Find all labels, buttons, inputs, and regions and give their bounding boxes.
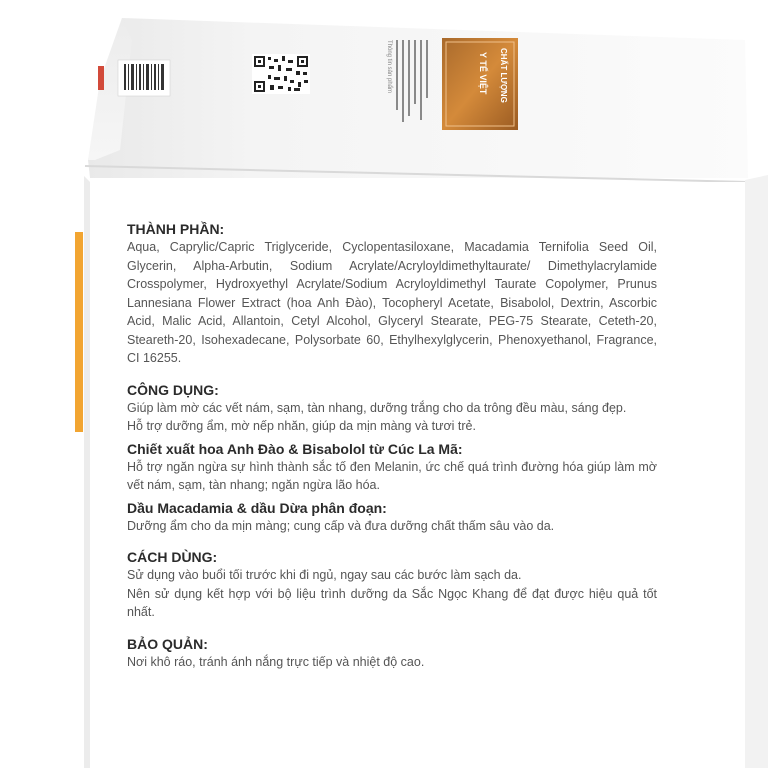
heading-macadamia: Dầu Macadamia & dầu Dừa phân đoạn: <box>127 499 387 516</box>
text-storage: Nơi khô ráo, tránh ánh nắng trực tiếp và nhiệt độ cao. <box>127 654 425 669</box>
side-accent-stripe <box>75 232 83 432</box>
heading-ingredients: THÀNH PHẦN: <box>127 221 225 237</box>
text-macadamia: Dưỡng ẩm cho da mịn màng; cung cấp và đưa dưỡng chất thấm sâu vào da. <box>127 518 555 533</box>
barcode-label <box>118 60 170 96</box>
heading-uses: CÔNG DỤNG: <box>127 381 219 398</box>
text-cherry-extract: Hỗ trợ ngăn ngừa sự hình thành sắc tố đen Melanin, ức chế quá trình đường hóa giúp làm mờ vết nám, sạm, tàn nhang; ngăn ngừa lão hóa. <box>127 459 657 492</box>
text-uses: Giúp làm mờ các vết nám, sạm, tàn nhang, dưỡng trắng cho da trông đều màu, sáng đẹp. <box>127 400 627 415</box>
text-usage-2: Nên sử dụng kết hợp với bộ liệu trình dưỡng da Sắc Ngọc Khang để đạt được hiệu quả tốt nhất. <box>127 586 657 619</box>
heading-storage: BẢO QUẢN: <box>127 635 208 652</box>
text-uses-2: Hỗ trợ dưỡng ẩm, mờ nếp nhăn, giúp da mịn màng và tươi trẻ. <box>127 419 476 433</box>
top-small-text: Thông tin sản phẩm <box>386 40 392 94</box>
product-info <box>127 221 657 671</box>
text-usage: Sử dụng vào buổi tối trước khi đi ngủ, ngay sau các bước làm sạch da. <box>127 568 522 582</box>
badge-line2: Y TẾ VIỆT <box>478 52 488 95</box>
qr-code <box>252 54 310 94</box>
text-ingredients: Aqua, Caprylic/Capric Triglyceride, Cyclopentasiloxane, Macadamia Ternifolia Seed Oil, Glycerin, Alpha-Arbutin, Sodium Acrylate/Acryloyldimethyltaurate/ Dimethylacrylamide Crosspolymer, Hydroxyethyl Acrylate/Sodium Acryloyldimethyl Taurate Copolymer, Prunus Lannesiana Flower Extract (hoa Anh Đào), Tocopheryl Acetate, Bisabolol, Dextrin, Ascorbic Acid, Malic Acid, Allantoin, Cetyl Alcohol, Glyceryl Stearate, PEG-75 Stearate, Ceteth-20, Steareth-20, Isohexadecane, Polysorbate 60, Ethylhexylglycerin, Phenoxyethanol, Fragrance, CI 16255. <box>127 240 657 365</box>
heading-usage: CÁCH DÙNG: <box>127 549 218 565</box>
heading-cherry-extract: Chiết xuất hoa Anh Đào & Bisabolol từ Cúc La Mã: <box>127 440 463 457</box>
badge-line1: CHẤT LƯỢNG <box>499 48 508 103</box>
box-top-face <box>88 18 748 178</box>
